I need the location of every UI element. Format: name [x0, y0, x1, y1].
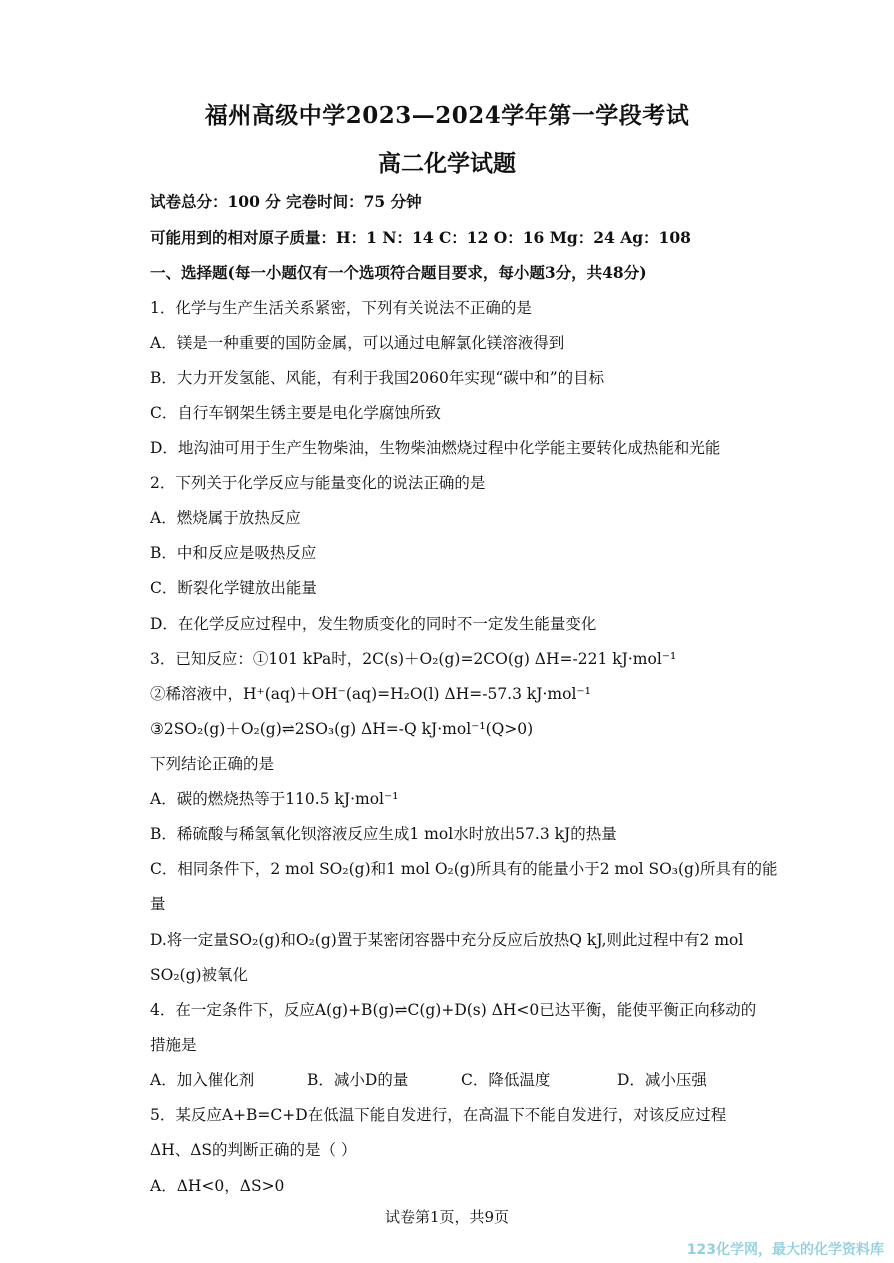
question-3-option-c-cont: 量 [150, 895, 166, 913]
question-1-option-c: C．自行车钢架生锈主要是电化学腐蚀所致 [150, 404, 441, 422]
page-footer: 试卷第1页，共9页 [384, 1208, 510, 1226]
question-3-reaction-3: ③2SO₂(g)＋O₂(g)⇌2SO₃(g) ΔH=-Q kJ·mol⁻¹(Q>0) [150, 720, 534, 738]
question-3-option-d-cont: SO₂(g)被氧化 [150, 966, 249, 984]
question-3-option-b: B．稀硫酸与稀氢氧化钡溶液反应生成1 mol水时放出57.3 kJ的热量 [150, 825, 617, 843]
question-4-stem-cont: 措施是 [150, 1036, 197, 1054]
question-3-stem: 3．已知反应：①101 kPa时，2C(s)＋O₂(g)=2CO(g) ΔH=-221 kJ·mol⁻¹ [150, 650, 677, 668]
question-4-option-a: A．加入催化剂 [150, 1071, 255, 1089]
question-4-options [150, 1069, 750, 1091]
question-2-option-d: D．在化学反应过程中，发生物质变化的同时不一定发生能量变化 [150, 615, 597, 633]
question-1-option-a: A．镁是一种重要的国防金属，可以通过电解氯化镁溶液得到 [150, 334, 565, 352]
question-2-option-b: B．中和反应是吸热反应 [150, 544, 317, 562]
question-5-stem: 5．某反应A+B=C+D在低温下能自发进行，在高温下不能自发进行，对该反应过程 [150, 1106, 727, 1124]
question-5-option-a: A．ΔH<0，ΔS>0 [150, 1177, 285, 1195]
question-3-reaction-2: ②稀溶液中，H⁺(aq)＋OH⁻(aq)=H₂O(l) ΔH=-57.3 kJ·mol⁻¹ [150, 685, 591, 703]
section-heading: 一、选择题(每一小题仅有一个选项符合题目要求，每小题3分，共48分) [150, 263, 647, 282]
question-3-prompt: 下列结论正确的是 [150, 755, 275, 773]
question-1-option-b: B．大力开发氢能、风能，有利于我国2060年实现“碳中和”的目标 [150, 369, 605, 387]
question-2-stem: 2．下列关于化学反应与能量变化的说法正确的是 [150, 474, 486, 492]
question-5-stem-cont: ΔH、ΔS的判断正确的是（ ） [150, 1141, 357, 1159]
question-4-option-d: D．减小压强 [617, 1071, 707, 1089]
question-4-stem: 4．在一定条件下，反应A(g)+B(g)⇌C(g)+D(s) ΔH<0已达平衡，能使平衡正向移动的 [150, 1001, 757, 1019]
exam-time-info: 试卷总分：100 分 完卷时间：75 分钟 [150, 192, 422, 211]
question-2-option-a: A．燃烧属于放热反应 [150, 509, 301, 527]
question-1-stem: 1．化学与生产生活关系紧密，下列有关说法不正确的是 [150, 299, 532, 317]
exam-title: 福州高级中学2023—2024学年第一学段考试 [204, 102, 690, 129]
question-1-option-d: D．地沟油可用于生产生物柴油，生物柴油燃烧过程中化学能主要转化成热能和光能 [150, 439, 721, 457]
question-3-option-d: D.将一定量SO₂(g)和O₂(g)置于某密闭容器中充分反应后放热Q kJ,则此过程中有2 mol [150, 931, 744, 949]
question-4-option-b: B．减小D的量 [307, 1071, 409, 1089]
question-2-option-c: C．断裂化学键放出能量 [150, 579, 317, 597]
watermark: 123化学网，最大的化学资料库 [686, 1242, 884, 1258]
atomic-mass-info: 可能用到的相对原子质量：H：1 N：14 C：12 O：16 Mg：24 Ag：108 [150, 228, 691, 247]
question-3-option-c: C．相同条件下，2 mol SO₂(g)和1 mol O₂(g)所具有的能量小于2 mol SO₃(g)所具有的能 [150, 860, 778, 878]
exam-subtitle: 高二化学试题 [378, 150, 516, 177]
question-4-option-c: C．降低温度 [461, 1071, 551, 1089]
question-3-option-a: A．碳的燃烧热等于110.5 kJ·mol⁻¹ [150, 790, 399, 808]
